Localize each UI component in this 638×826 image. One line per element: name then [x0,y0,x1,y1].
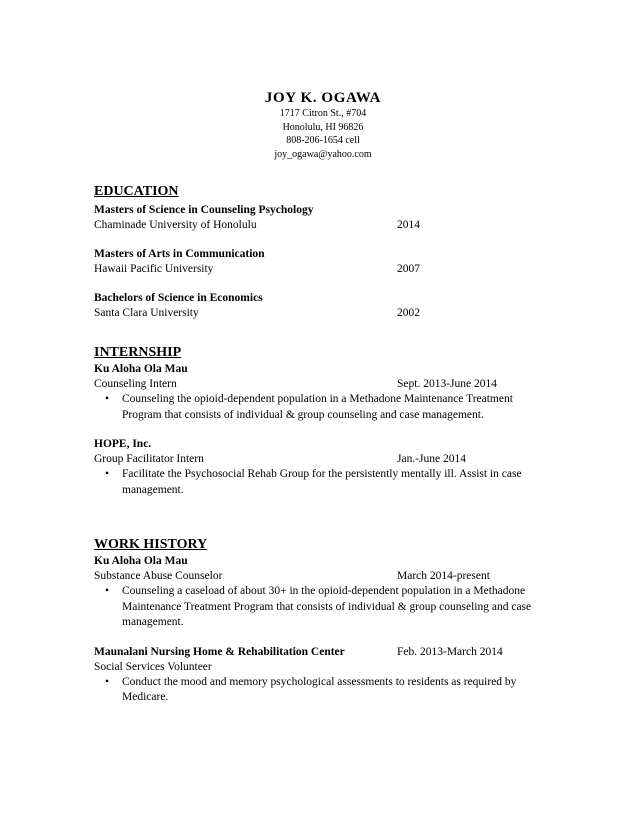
bullet-glyph: • [105,675,110,688]
school-name: Hawaii Pacific University [94,263,214,275]
graduation-year: 2007 [397,263,420,275]
section-title-education: EDUCATION [94,184,179,199]
position-dates: Sept. 2013-June 2014 [397,378,497,390]
education-school-row [94,306,544,321]
school-name: Chaminade University of Honolulu [94,219,257,231]
position-role: Counseling Intern [94,378,177,390]
duty-text: Facilitate the Psychosocial Rehab Group for the persistently mentally ill. Assist in case management. [122,468,522,496]
position-dates: Jan.-June 2014 [397,453,466,465]
position-org-row [94,362,544,377]
address-line: 1717 Citron St., #704 [279,108,367,119]
duty-text: Conduct the mood and memory psychological assessments to residents as required by Medicare. [122,675,517,703]
section-title-internship: INTERNSHIP [94,345,182,360]
internship-section [94,344,544,498]
school-name: Santa Clara University [94,307,199,319]
email-line: joy_ogawa@yahoo.com [274,148,372,160]
organization-name: Maunalani Nursing Home & Rehabilitation Center [94,645,345,658]
position-role-row [94,569,544,584]
phone-line: 808-206-1654 cell [286,135,360,146]
position-role-row [94,660,544,675]
duty-bullet [94,675,552,706]
position-role: Group Facilitator Intern [94,453,204,465]
graduation-year: 2002 [397,307,420,319]
position-role: Substance Abuse Counselor [94,570,223,582]
position-dates: Feb. 2013-March 2014 [397,645,503,658]
duty-text: Counseling a caseload of about 30+ in the opioid-dependent population in a Methadone Maintenance Treatment Program that consists of individual & group counseling and case management. [122,585,532,628]
city-line: Honolulu, HI 96826 [282,121,364,133]
position-role-row [94,377,544,392]
duty-text: Counseling the opioid-dependent population in a Methadone Maintenance Treatment Program that consists of individual & group counseling and case management. [122,393,513,421]
education-school-row [94,262,544,277]
bullet-glyph: • [105,393,110,405]
position-org-row [94,554,544,569]
applicant-name: JOY K. OGAWA [264,90,382,106]
position-dates: March 2014-present [397,570,490,582]
duty-bullet [94,467,552,498]
education-degree-row [94,291,544,306]
bullet-glyph: • [105,585,110,597]
resume-header [0,90,638,161]
education-school-row [94,218,544,233]
degree-name: Bachelors of Science in Economics [94,292,263,304]
education-degree-row [94,247,544,262]
degree-name: Masters of Arts in Communication [94,248,265,260]
position-role-row [94,452,544,467]
position-org-row [94,645,544,660]
organization-name: Ku Aloha Ola Mau [94,555,188,567]
education-degree-row [94,203,544,218]
duty-bullet [94,392,552,423]
section-title-work-history: WORK HISTORY [94,537,208,552]
graduation-year: 2014 [397,219,420,231]
position-role: Social Services Volunteer [94,660,212,673]
duty-bullet [94,584,552,631]
organization-name: Ku Aloha Ola Mau [94,363,188,375]
education-section [94,183,544,321]
organization-name: HOPE, Inc. [94,438,152,450]
position-org-row [94,437,544,452]
work-history-section [94,536,544,706]
degree-name: Masters of Science in Counseling Psychology [94,204,314,216]
bullet-glyph: • [105,468,110,480]
